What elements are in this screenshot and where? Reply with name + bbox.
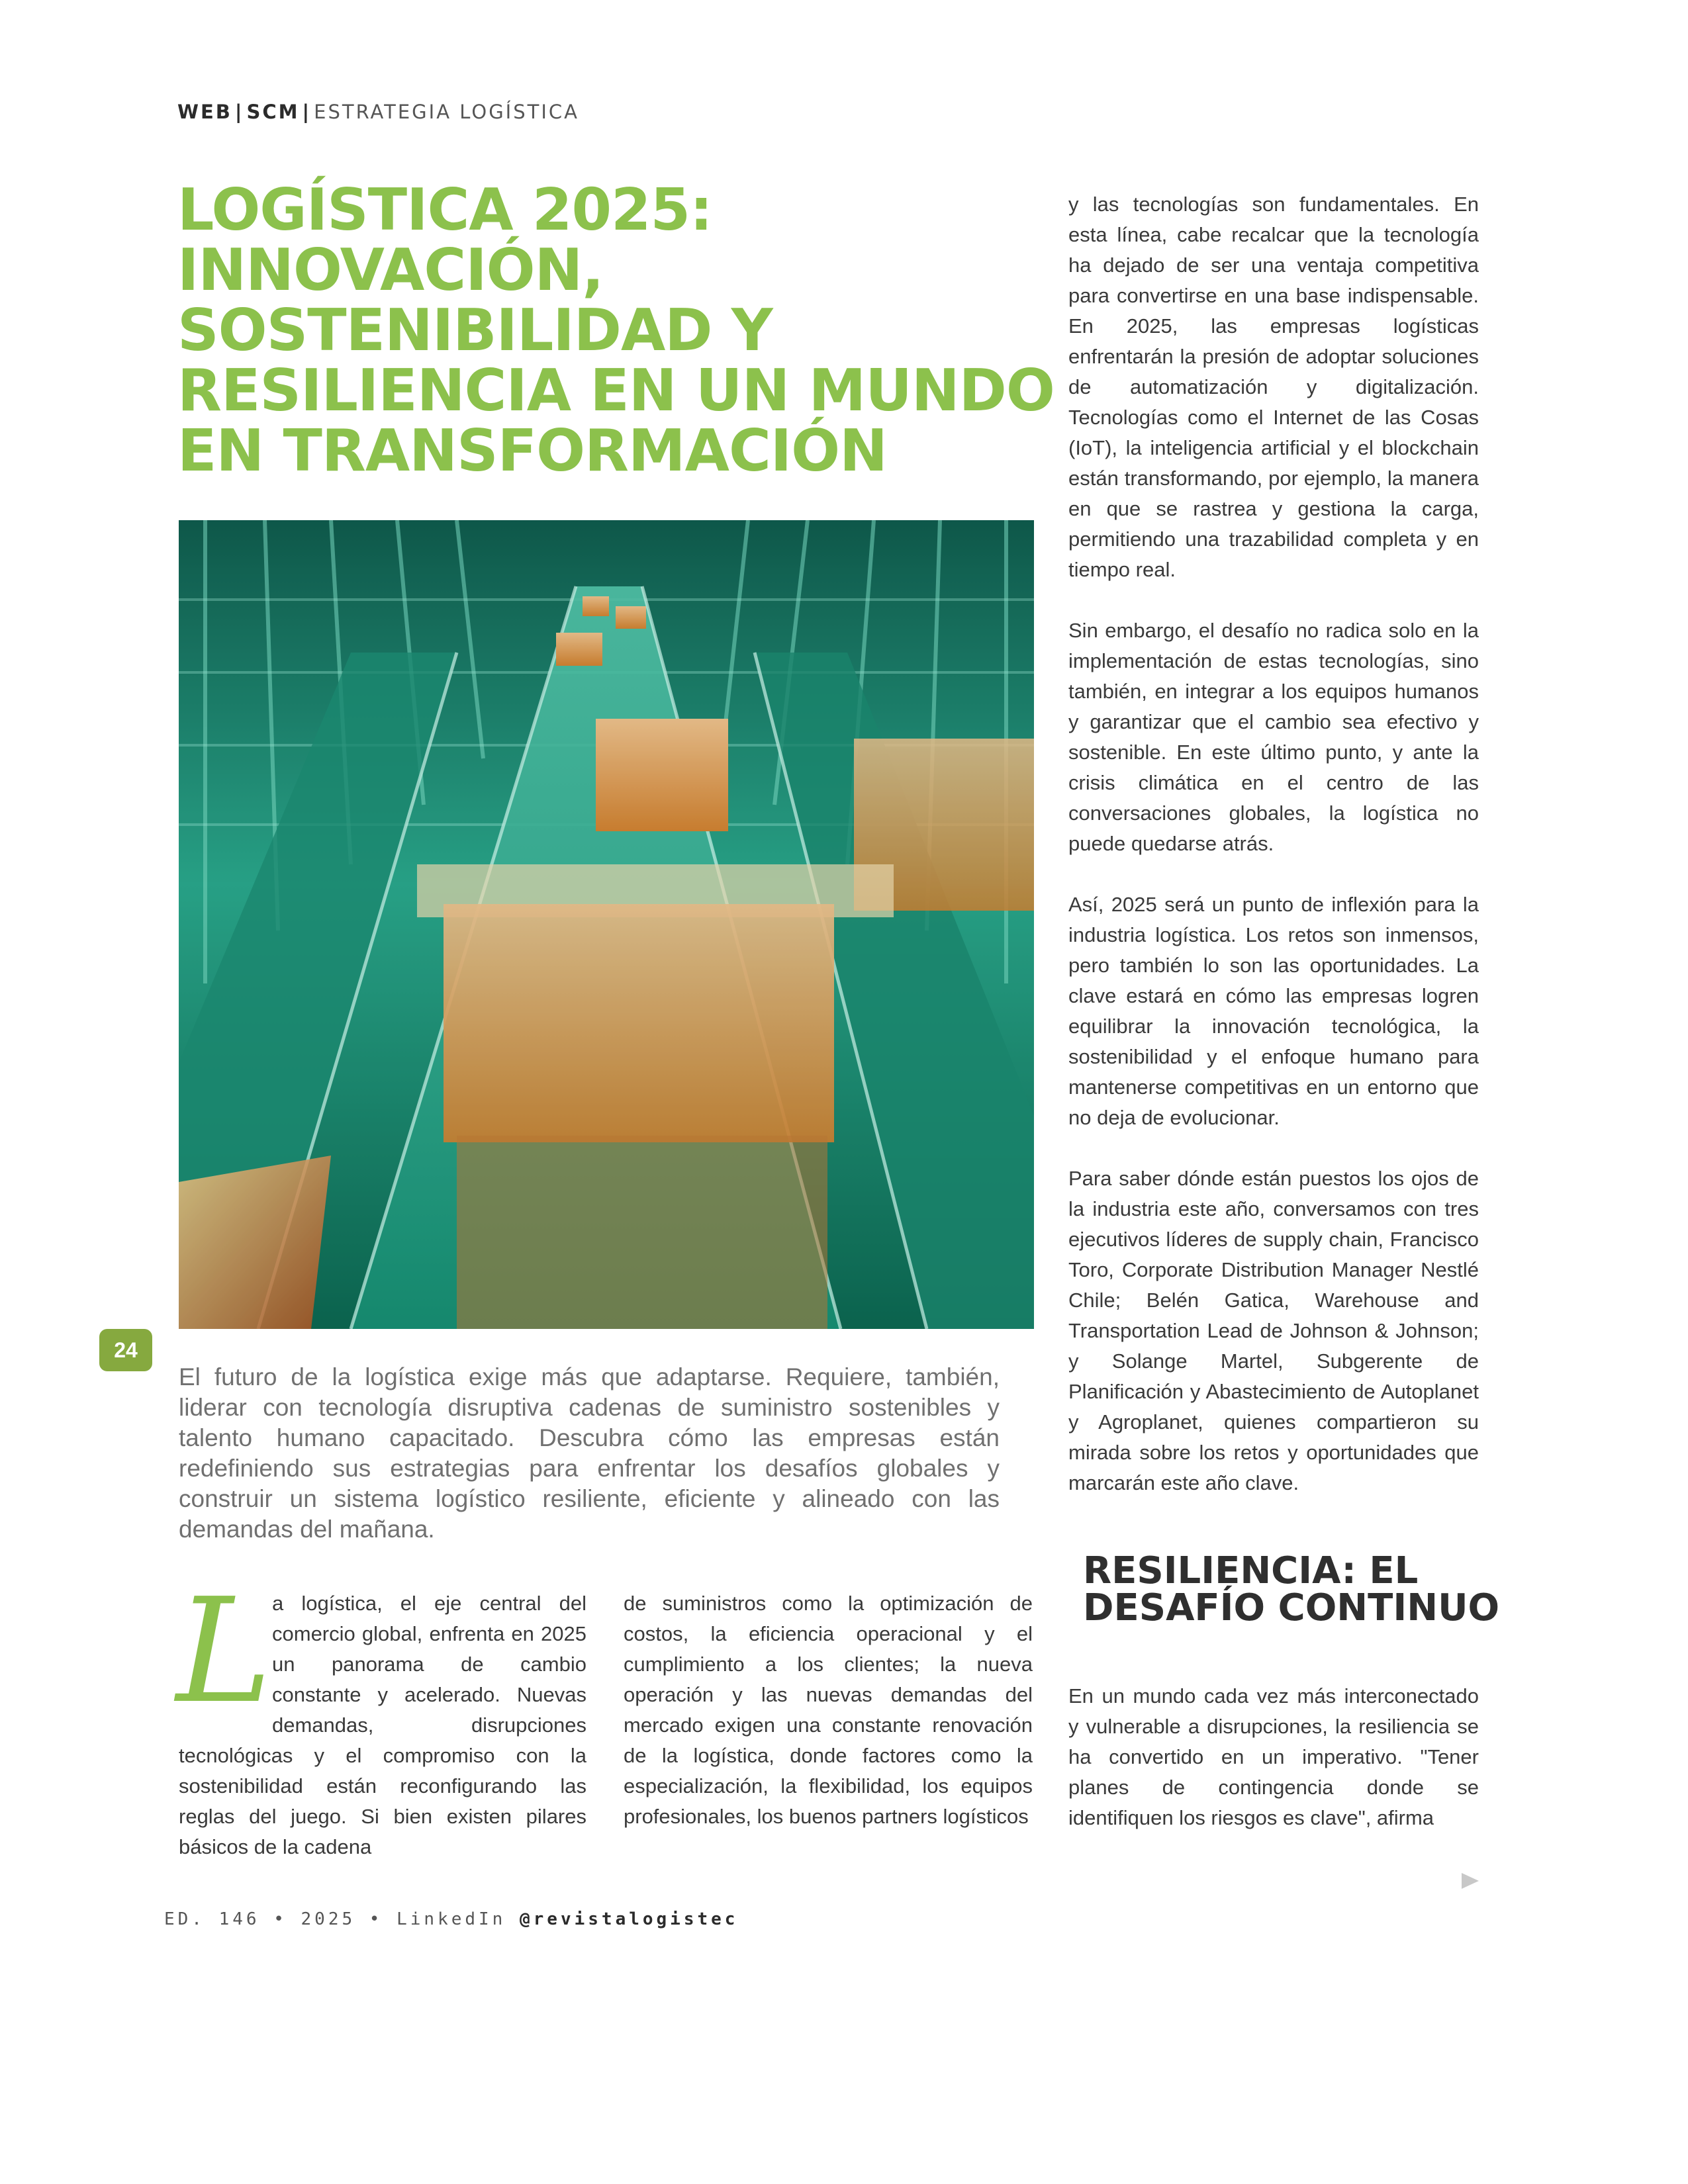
section-tag-web: WEB bbox=[177, 101, 232, 123]
body-column-1 bbox=[176, 1568, 586, 1862]
breadcrumb-separator: | bbox=[302, 101, 312, 123]
title-line: EN TRANSFORMACIÓN bbox=[177, 417, 887, 484]
right-column bbox=[1068, 189, 1479, 1529]
section-tag-strategy: ESTRATEGIA LOGÍSTICA bbox=[314, 101, 579, 123]
body-paragraph: a logística, el eje central del comercio global, enfrenta en 2025 un panorama de cambio constante y acelerado. Nuevas demandas, disrupciones tecnológicas y el compromiso con la sostenibilidad están reconfigurando las reglas del juego. Si bien existen pilares básicos de la cadena bbox=[179, 1592, 586, 1858]
body-paragraph: Así, 2025 será un punto de inflexión para la industria logística. Los retos son inmensos, pero también lo son las oportunidades. La clave estará en cómo las empresas logren equilibrar la innovación tecnológica, la sostenibilidad y el enfoque humano para mantenerse competitivas en un entorno que no deja de evolucionar. bbox=[1068, 893, 1479, 1129]
play-triangle-icon bbox=[1462, 1873, 1479, 1889]
body-paragraph: y las tecnologías son fundamentales. En esta línea, cabe recalcar que la tecnología ha dejado de ser una ventaja competitiva para convertirse en una base indispensable. En 2025, las empresas logísticas enfrentarán la presión de adoptar soluciones de automatización y digitalización. Tecnologías como el Internet de las Cosas (IoT), la inteligencia artificial y el blockchain están transformando, por ejemplo, la manera en que se rastrea y gestiona la carga, permitiendo una trazabilidad completa y en tiempo real. bbox=[1068, 193, 1479, 581]
next-page-button[interactable] bbox=[1462, 1873, 1479, 1892]
title-line: LOGÍSTICA 2025: bbox=[177, 176, 712, 244]
warehouse-conveyor-illustration bbox=[179, 520, 1034, 1329]
body-paragraph: En un mundo cada vez más interconectado y vulnerable a disrupciones, la resiliencia se ha convertido en un imperativo. "Tener planes de contingencia donde se identifiquen los riesgos es clave", afirma bbox=[1068, 1684, 1479, 1829]
title-line: SOSTENIBILIDAD Y bbox=[177, 296, 773, 364]
breadcrumb-separator: | bbox=[234, 101, 244, 123]
article-title bbox=[177, 176, 1058, 484]
title-line: RESILIENCIA EN UN MUNDO bbox=[177, 357, 1055, 424]
section-subheading bbox=[1083, 1549, 1546, 1629]
page-number-badge: 24 bbox=[99, 1329, 152, 1371]
body-column-3 bbox=[1068, 1681, 1479, 1833]
subheading-line: RESILIENCIA: EL bbox=[1083, 1549, 1419, 1592]
section-tag-scm: SCM bbox=[246, 101, 300, 123]
body-column-2 bbox=[624, 1588, 1033, 1832]
drop-cap: L bbox=[176, 1568, 272, 1735]
body-paragraph: Sin embargo, el desafío no radica solo en la implementación de estas tecnologías, sino también, en integrar a los equipos humanos y garantizar que el cambio sea efectivo y sostenible. En este último punto, y ante la crisis climática en el centro de las conversaciones globales, la logística no puede quedarse atrás. bbox=[1068, 619, 1479, 855]
page-footer bbox=[164, 1909, 738, 1929]
body-paragraph: Para saber dónde están puestos los ojos de la industria este año, conversamos con tres ejecutivos líderes de supply chain, Francisco Toro, Corporate Distribution Manager Nestlé Chile; Belén Gatica, Warehouse and Transportation Lead de Johnson & Johnson; y Solange Martel, Subgerente de Planificación y Abastecimiento de Autoplanet y Agroplanet, quienes compartieron su mirada sobre los retos y oportunidades que marcarán este año clave. bbox=[1068, 1167, 1479, 1494]
article-lead: El futuro de la logística exige más que adaptarse. Requiere, también, liderar con tecnología disruptiva cadenas de suministro sostenibles y talento humano capacitado. Descubra cómo las empresas están redefiniendo sus estrategias para enfrentar los desafíos globales y construir un sistema logístico resiliente, eficiente y alineado con las demandas del mañana. bbox=[179, 1363, 1000, 1543]
body-paragraph: de suministros como la optimización de costos, la eficiencia operacional y el cumplimiento a los clientes; la nueva operación y las nuevas demandas del mercado exigen una constante renovación de la logística, donde factores como la especialización, la flexibilidad, los equipos profesionales, los buenos partners logísticos bbox=[624, 1592, 1033, 1828]
subheading-line: DESAFÍO CONTINUO bbox=[1083, 1586, 1500, 1629]
footer-linkedin-handle[interactable]: @revistalogistec bbox=[520, 1909, 739, 1929]
hero-warehouse-image bbox=[179, 520, 1034, 1329]
footer-edition: ED. 146 • 2025 • LinkedIn bbox=[164, 1909, 506, 1929]
title-line: INNOVACIÓN, bbox=[177, 236, 604, 304]
section-breadcrumb bbox=[177, 101, 579, 123]
